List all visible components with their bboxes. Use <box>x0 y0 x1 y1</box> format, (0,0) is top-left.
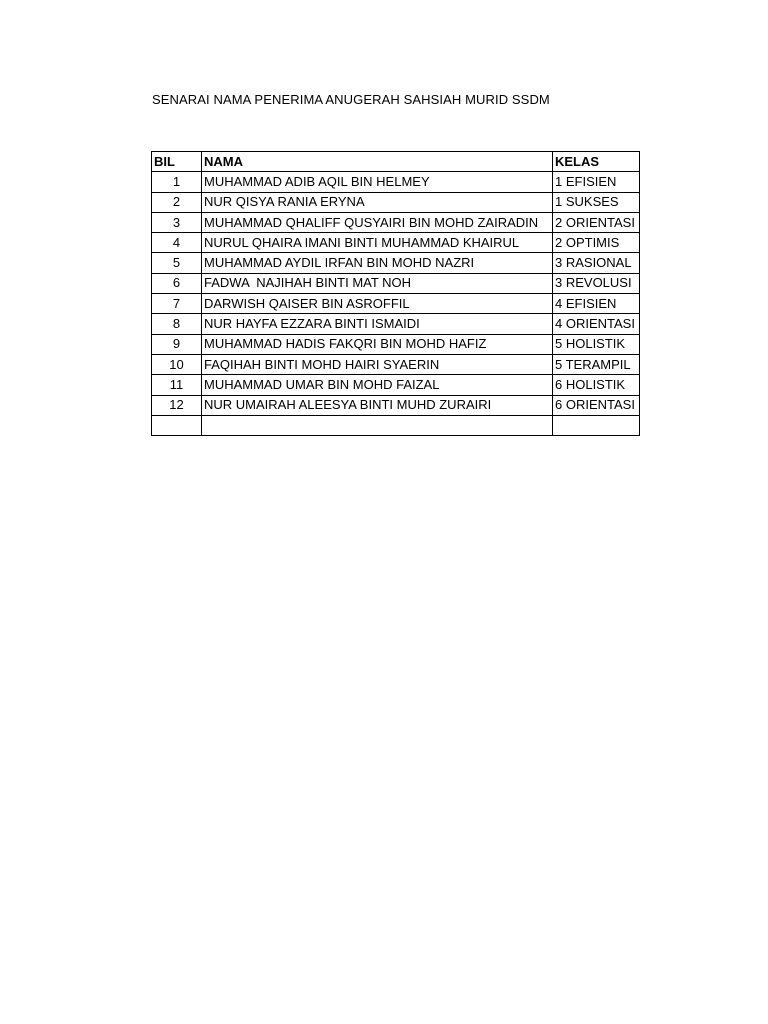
bil-cell <box>152 415 202 435</box>
table-row <box>152 253 640 273</box>
nama-cell <box>202 415 553 435</box>
bil-cell: 12 <box>152 395 202 415</box>
nama-cell: NURUL QHAIRA IMANI BINTI MUHAMMAD KHAIRUL <box>202 233 553 253</box>
table-row <box>152 314 640 334</box>
bil-cell: 9 <box>152 334 202 354</box>
column-header-bil: BIL <box>152 152 202 172</box>
nama-cell: MUHAMMAD HADIS FAKQRI BIN MOHD HAFIZ <box>202 334 553 354</box>
bil-cell: 7 <box>152 294 202 314</box>
bil-cell: 5 <box>152 253 202 273</box>
table-row <box>152 395 640 415</box>
kelas-cell: 1 EFISIEN <box>553 172 640 192</box>
bil-cell: 10 <box>152 354 202 374</box>
page-title: SENARAI NAMA PENERIMA ANUGERAH SAHSIAH MURID SSDM <box>152 92 550 107</box>
kelas-cell <box>553 415 640 435</box>
kelas-cell: 3 RASIONAL <box>553 253 640 273</box>
table-row <box>152 233 640 253</box>
nama-cell: MUHAMMAD AYDIL IRFAN BIN MOHD NAZRI <box>202 253 553 273</box>
table-row <box>152 375 640 395</box>
kelas-cell: 6 HOLISTIK <box>553 375 640 395</box>
table-row <box>152 273 640 293</box>
bil-cell: 4 <box>152 233 202 253</box>
nama-cell: NUR HAYFA EZZARA BINTI ISMAIDI <box>202 314 553 334</box>
nama-cell: FADWA NAJIHAH BINTI MAT NOH <box>202 273 553 293</box>
table-row <box>152 192 640 212</box>
table-row <box>152 334 640 354</box>
nama-cell: MUHAMMAD UMAR BIN MOHD FAIZAL <box>202 375 553 395</box>
award-recipients-table <box>151 151 640 436</box>
table-row <box>152 172 640 192</box>
kelas-cell: 5 TERAMPIL <box>553 354 640 374</box>
table-row <box>152 212 640 232</box>
kelas-cell: 3 REVOLUSI <box>553 273 640 293</box>
bil-cell: 2 <box>152 192 202 212</box>
kelas-cell: 2 OPTIMIS <box>553 233 640 253</box>
column-header-kelas: KELAS <box>553 152 640 172</box>
bil-cell: 11 <box>152 375 202 395</box>
column-header-nama: NAMA <box>202 152 553 172</box>
kelas-cell: 6 ORIENTASI <box>553 395 640 415</box>
nama-cell: MUHAMMAD QHALIFF QUSYAIRI BIN MOHD ZAIRADIN <box>202 212 553 232</box>
table-row <box>152 294 640 314</box>
nama-cell: NUR QISYA RANIA ERYNA <box>202 192 553 212</box>
bil-cell: 3 <box>152 212 202 232</box>
bil-cell: 6 <box>152 273 202 293</box>
nama-cell: NUR UMAIRAH ALEESYA BINTI MUHD ZURAIRI <box>202 395 553 415</box>
kelas-cell: 4 ORIENTASI <box>553 314 640 334</box>
bil-cell: 1 <box>152 172 202 192</box>
kelas-cell: 5 HOLISTIK <box>553 334 640 354</box>
nama-cell: MUHAMMAD ADIB AQIL BIN HELMEY <box>202 172 553 192</box>
table-header-row <box>152 152 640 172</box>
table-row-empty <box>152 415 640 435</box>
kelas-cell: 1 SUKSES <box>553 192 640 212</box>
kelas-cell: 4 EFISIEN <box>553 294 640 314</box>
kelas-cell: 2 ORIENTASI <box>553 212 640 232</box>
bil-cell: 8 <box>152 314 202 334</box>
nama-cell: FAQIHAH BINTI MOHD HAIRI SYAERIN <box>202 354 553 374</box>
table-row <box>152 354 640 374</box>
nama-cell: DARWISH QAISER BIN ASROFFIL <box>202 294 553 314</box>
